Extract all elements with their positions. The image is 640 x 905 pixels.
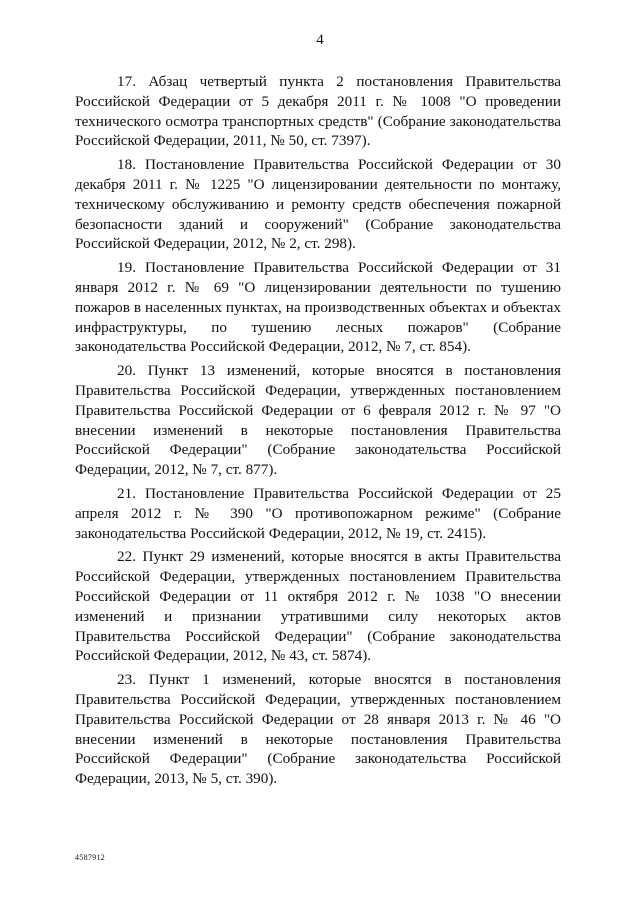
paragraph-18: 18. Постановление Правительства Российской Федерации от 30 декабря 2011 г. № 1225 "О лицензировании деятельности по монтажу, техническому обслуживанию и ремонту средств обеспечения пожарной безопасности зданий и сооружений" (Собрание законодательства Российской Федерации, 2012, № 2, ст. 298). <box>75 156 561 253</box>
paragraph-22: 22. Пункт 29 изменений, которые вносятся в акты Правительства Российской Федерации, утвержденных постановлением Правительства Российской Федерации от 11 октября 2012 г. № 1038 "О внесении изменений и признании утратившими силу некоторых актов Правительства Российской Федерации" (Собрание законодательства Российской Федерации, 2012, № 43, ст. 5874). <box>75 548 561 665</box>
page-number: 4 <box>316 32 324 48</box>
document-code: 4587912 <box>75 853 106 862</box>
paragraph-19: 19. Постановление Правительства Российской Федерации от 31 января 2012 г. № 69 "О лицензировании деятельности по тушению пожаров в населенных пунктах, на производственных объектах и объектах инфраструктуры, по тушению лесных пожаров" (Собрание законодательства Российской Федерации, 2012, № 7, ст. 854). <box>75 259 561 356</box>
paragraph-23: 23. Пункт 1 изменений, которые вносятся в постановления Правительства Российской Федерации, утвержденных постановлением Правительства Российской Федерации от 28 января 2013 г. № 46 "О внесении изменений в некоторые постановления Правительства Российской Федерации" (Собрание законодательства Российской Федерации, 2013, № 5, ст. 390). <box>75 671 561 788</box>
document-body <box>75 72 561 793</box>
paragraph-20: 20. Пункт 13 изменений, которые вносятся в постановления Правительства Российской Федерации, утвержденных постановлением Правительства Российской Федерации от 6 февраля 2012 г. № 97 "О внесении изменений в некоторые постановления Правительства Российской Федерации" (Собрание законодательства Российской Федерации, 2012, № 7, ст. 877). <box>75 362 561 479</box>
paragraph-17: 17. Абзац четвертый пункта 2 постановления Правительства Российской Федерации от 5 декабря 2011 г. № 1008 "О проведении технического осмотра транспортных средств" (Собрание законодательства Российской Федерации, 2011, № 50, ст. 7397). <box>75 73 561 150</box>
paragraph-21: 21. Постановление Правительства Российской Федерации от 25 апреля 2012 г. № 390 "О противопожарном режиме" (Собрание законодательства Российской Федерации, 2012, № 19, ст. 2415). <box>75 484 561 542</box>
